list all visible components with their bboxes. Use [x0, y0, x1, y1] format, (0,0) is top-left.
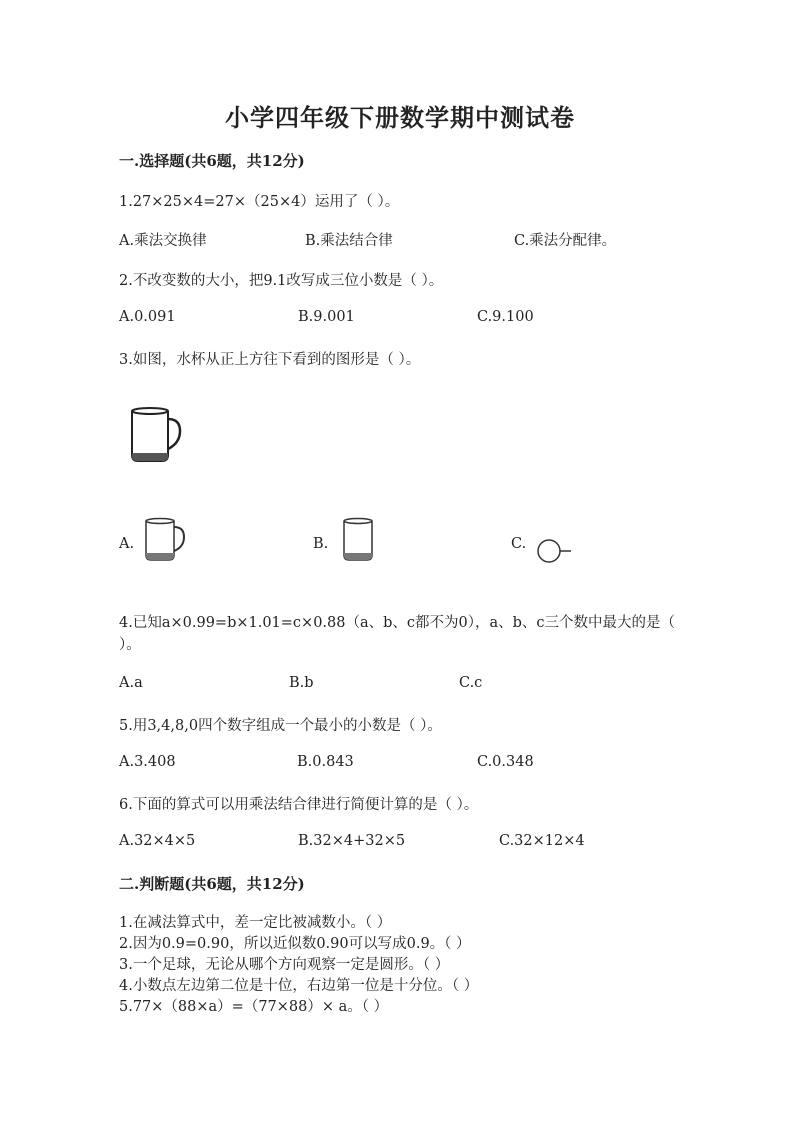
q3-option-a: A. [119, 536, 135, 552]
section-heading-choice: 一.选择题(共6题，共12分) [119, 152, 305, 170]
q6-option-a: A.32×4×5 [119, 833, 196, 849]
q4-option-a: A.a [119, 675, 143, 691]
q5-option-a: A.3.408 [119, 754, 176, 770]
question-3: 3.如图，水杯从正上方往下看到的图形是（ ）。 [119, 352, 421, 368]
q1-option-b: B.乘法结合律 [305, 233, 393, 249]
question-1: 1.27×25×4=27×（25×4）运用了（ ）。 [119, 194, 400, 210]
section-heading-judgement: 二.判断题(共6题，共12分) [119, 875, 305, 893]
mug-with-handle-icon [142, 515, 188, 565]
judge-item-5: 5.77×（88×a）=（77×88）× a。（ ） [119, 999, 389, 1015]
judge-item-2: 2.因为0.9=0.90，所以近似数0.90可以写成0.9。（ ） [119, 936, 471, 952]
circle-with-handle-icon [535, 537, 575, 565]
cylinder-no-handle-icon [340, 515, 376, 565]
q3-option-c: C. [511, 536, 527, 552]
page-title: 小学四年级下册数学期中测试卷 [225, 103, 575, 132]
question-2: 2.不改变数的大小，把9.1改写成三位小数是（ ）。 [119, 273, 444, 289]
q4-option-b: B.b [289, 675, 314, 691]
q6-option-c: C.32×12×4 [499, 833, 585, 849]
q5-option-c: C.0.348 [477, 754, 534, 770]
q1-option-a: A.乘法交换律 [119, 233, 207, 249]
q4-option-c: C.c [459, 675, 483, 691]
q5-option-b: B.0.843 [297, 754, 354, 770]
q2-option-c: C.9.100 [477, 309, 534, 325]
q1-option-c: C.乘法分配律。 [514, 233, 617, 249]
q2-option-a: A.0.091 [119, 309, 176, 325]
q3-option-b: B. [313, 536, 329, 552]
judge-item-3: 3.一个足球，无论从哪个方向观察一定是圆形。（ ） [119, 957, 450, 973]
question-5: 5.用3,4,8,0四个数字组成一个最小的小数是（ ）。 [119, 718, 442, 734]
question-4: 4.已知a×0.99=b×1.01=c×0.88（a、b、c都不为0），a、b、c三个数中最大的是（ ）。 [119, 615, 676, 653]
q2-option-b: B.9.001 [298, 309, 355, 325]
question-6: 6.下面的算式可以用乘法结合律进行简便计算的是（ ）。 [119, 797, 479, 813]
mug-side-view-icon [126, 403, 184, 467]
q6-option-b: B.32×4+32×5 [298, 833, 406, 849]
judge-item-4: 4.小数点左边第二位是十位，右边第一位是十分位。（ ） [119, 978, 479, 994]
judge-item-1: 1.在减法算式中，差一定比被减数小。（ ） [119, 915, 392, 931]
